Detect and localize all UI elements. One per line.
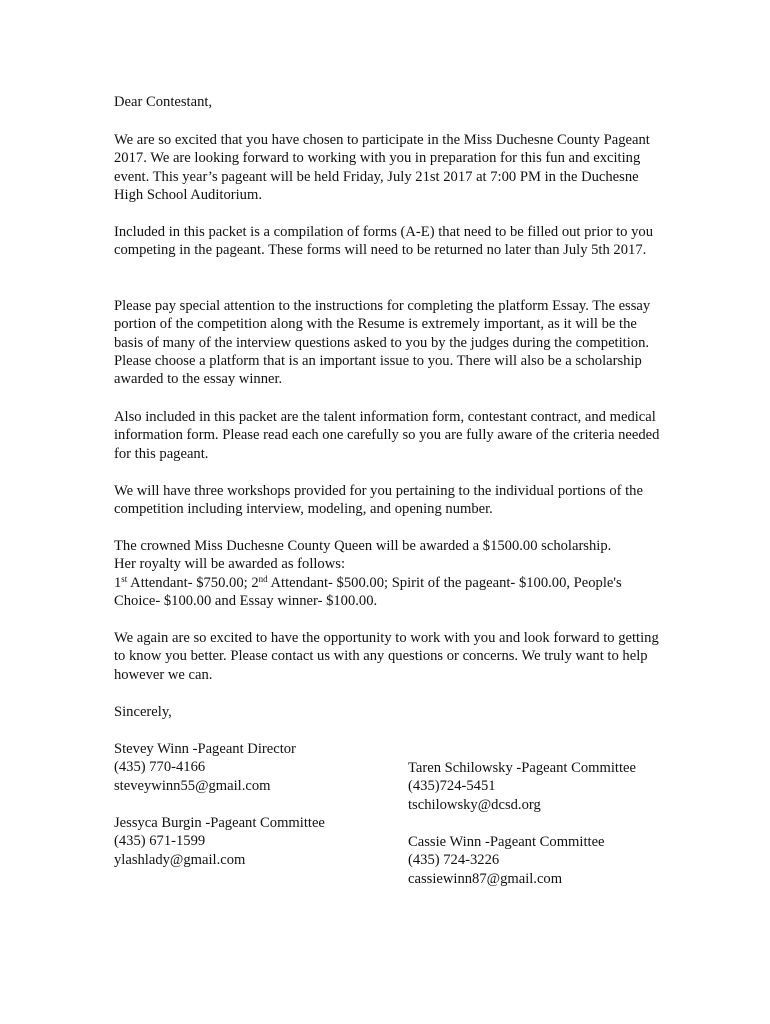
contact-jessyca-burgin xyxy=(114,814,325,869)
second-attendant-suffix: nd xyxy=(258,573,268,584)
paragraph-workshops: We will have three workshops provided for you pertaining to the individual portions of the competition including interview, modeling, and opening number. xyxy=(114,483,643,518)
awards-line-royalty: Her royalty will be awarded as follows: xyxy=(114,556,345,573)
first-attendant-suffix: st xyxy=(121,573,128,584)
second-attendant-number: 2 xyxy=(251,574,259,591)
contact-email: cassiewinn87@gmail.com xyxy=(408,870,563,887)
contact-name: Taren Schilowsky -Pageant Committee xyxy=(408,760,636,776)
contact-phone: (435) 724-3226 xyxy=(408,852,500,869)
contact-name: Cassie Winn -Pageant Committee xyxy=(408,834,605,850)
paragraph-essay: Please pay special attention to the instructions for completing the platform Essay. The essay portion of the competition along with the Resume is extremely important, as it will be the basis of many of the interview questions asked to you by the judges during the competition. Please choose a platform that is an important issue to you. There will also be a scholarship awarded to the essay winner. xyxy=(114,298,651,388)
paragraph-closing-remarks: We again are so excited to have the opportunity to work with you and look forward to getting to know you better. Please contact us with any questions or concerns. We truly want to help however we can. xyxy=(114,630,659,683)
awards-line-attendants xyxy=(114,574,662,592)
contact-name: Jessyca Burgin -Pageant Committee xyxy=(114,815,325,831)
paragraph-packet-contents: Also included in this packet are the talent information form, contestant contract, and medical information form. Please read each one carefully so you are fully aware of the criteria needed for this pageant. xyxy=(114,409,660,462)
awards-line-queen: The crowned Miss Duchesne County Queen will be awarded a $1500.00 scholarship. xyxy=(114,538,612,554)
awards-line-other: Choice- $100.00 and Essay winner- $100.00. xyxy=(114,592,378,609)
contact-stevey-winn xyxy=(114,740,296,795)
contact-email: ylashlady@gmail.com xyxy=(114,851,246,868)
contact-phone: (435) 770-4166 xyxy=(114,759,206,776)
contact-phone: (435)724-5451 xyxy=(408,778,496,795)
paragraph-awards xyxy=(114,537,662,610)
contact-cassie-winn xyxy=(408,833,605,888)
paragraph-forms: Included in this packet is a compilation of forms (A-E) that need to be filled out prior to you competing in the pageant. These forms will need to be returned no later than July 5th 2017. xyxy=(114,224,654,259)
contact-email: tschilowsky@dcsd.org xyxy=(408,796,541,813)
contact-taren-schilowsky xyxy=(408,759,636,814)
first-attendant-text: Attendant- $750.00; xyxy=(127,574,252,591)
first-attendant-number: 1 xyxy=(114,574,122,591)
second-attendant-text: Attendant- $500.00; Spirit of the pageant- $100.00, People's xyxy=(267,574,622,591)
contact-phone: (435) 671-1599 xyxy=(114,833,206,850)
paragraph-intro: We are so excited that you have chosen to participate in the Miss Duchesne County Pageant 2017. We are looking forward to working with you in preparation for this fun and exciting event. This year’s pageant will be held Friday, July 21st 2017 at 7:00 PM in the Duchesne High School Auditorium. xyxy=(114,132,650,203)
closing: Sincerely, xyxy=(114,704,172,720)
contact-email: steveywinn55@gmail.com xyxy=(114,777,271,794)
salutation: Dear Contestant, xyxy=(114,94,213,110)
contact-name: Stevey Winn -Pageant Director xyxy=(114,741,296,757)
